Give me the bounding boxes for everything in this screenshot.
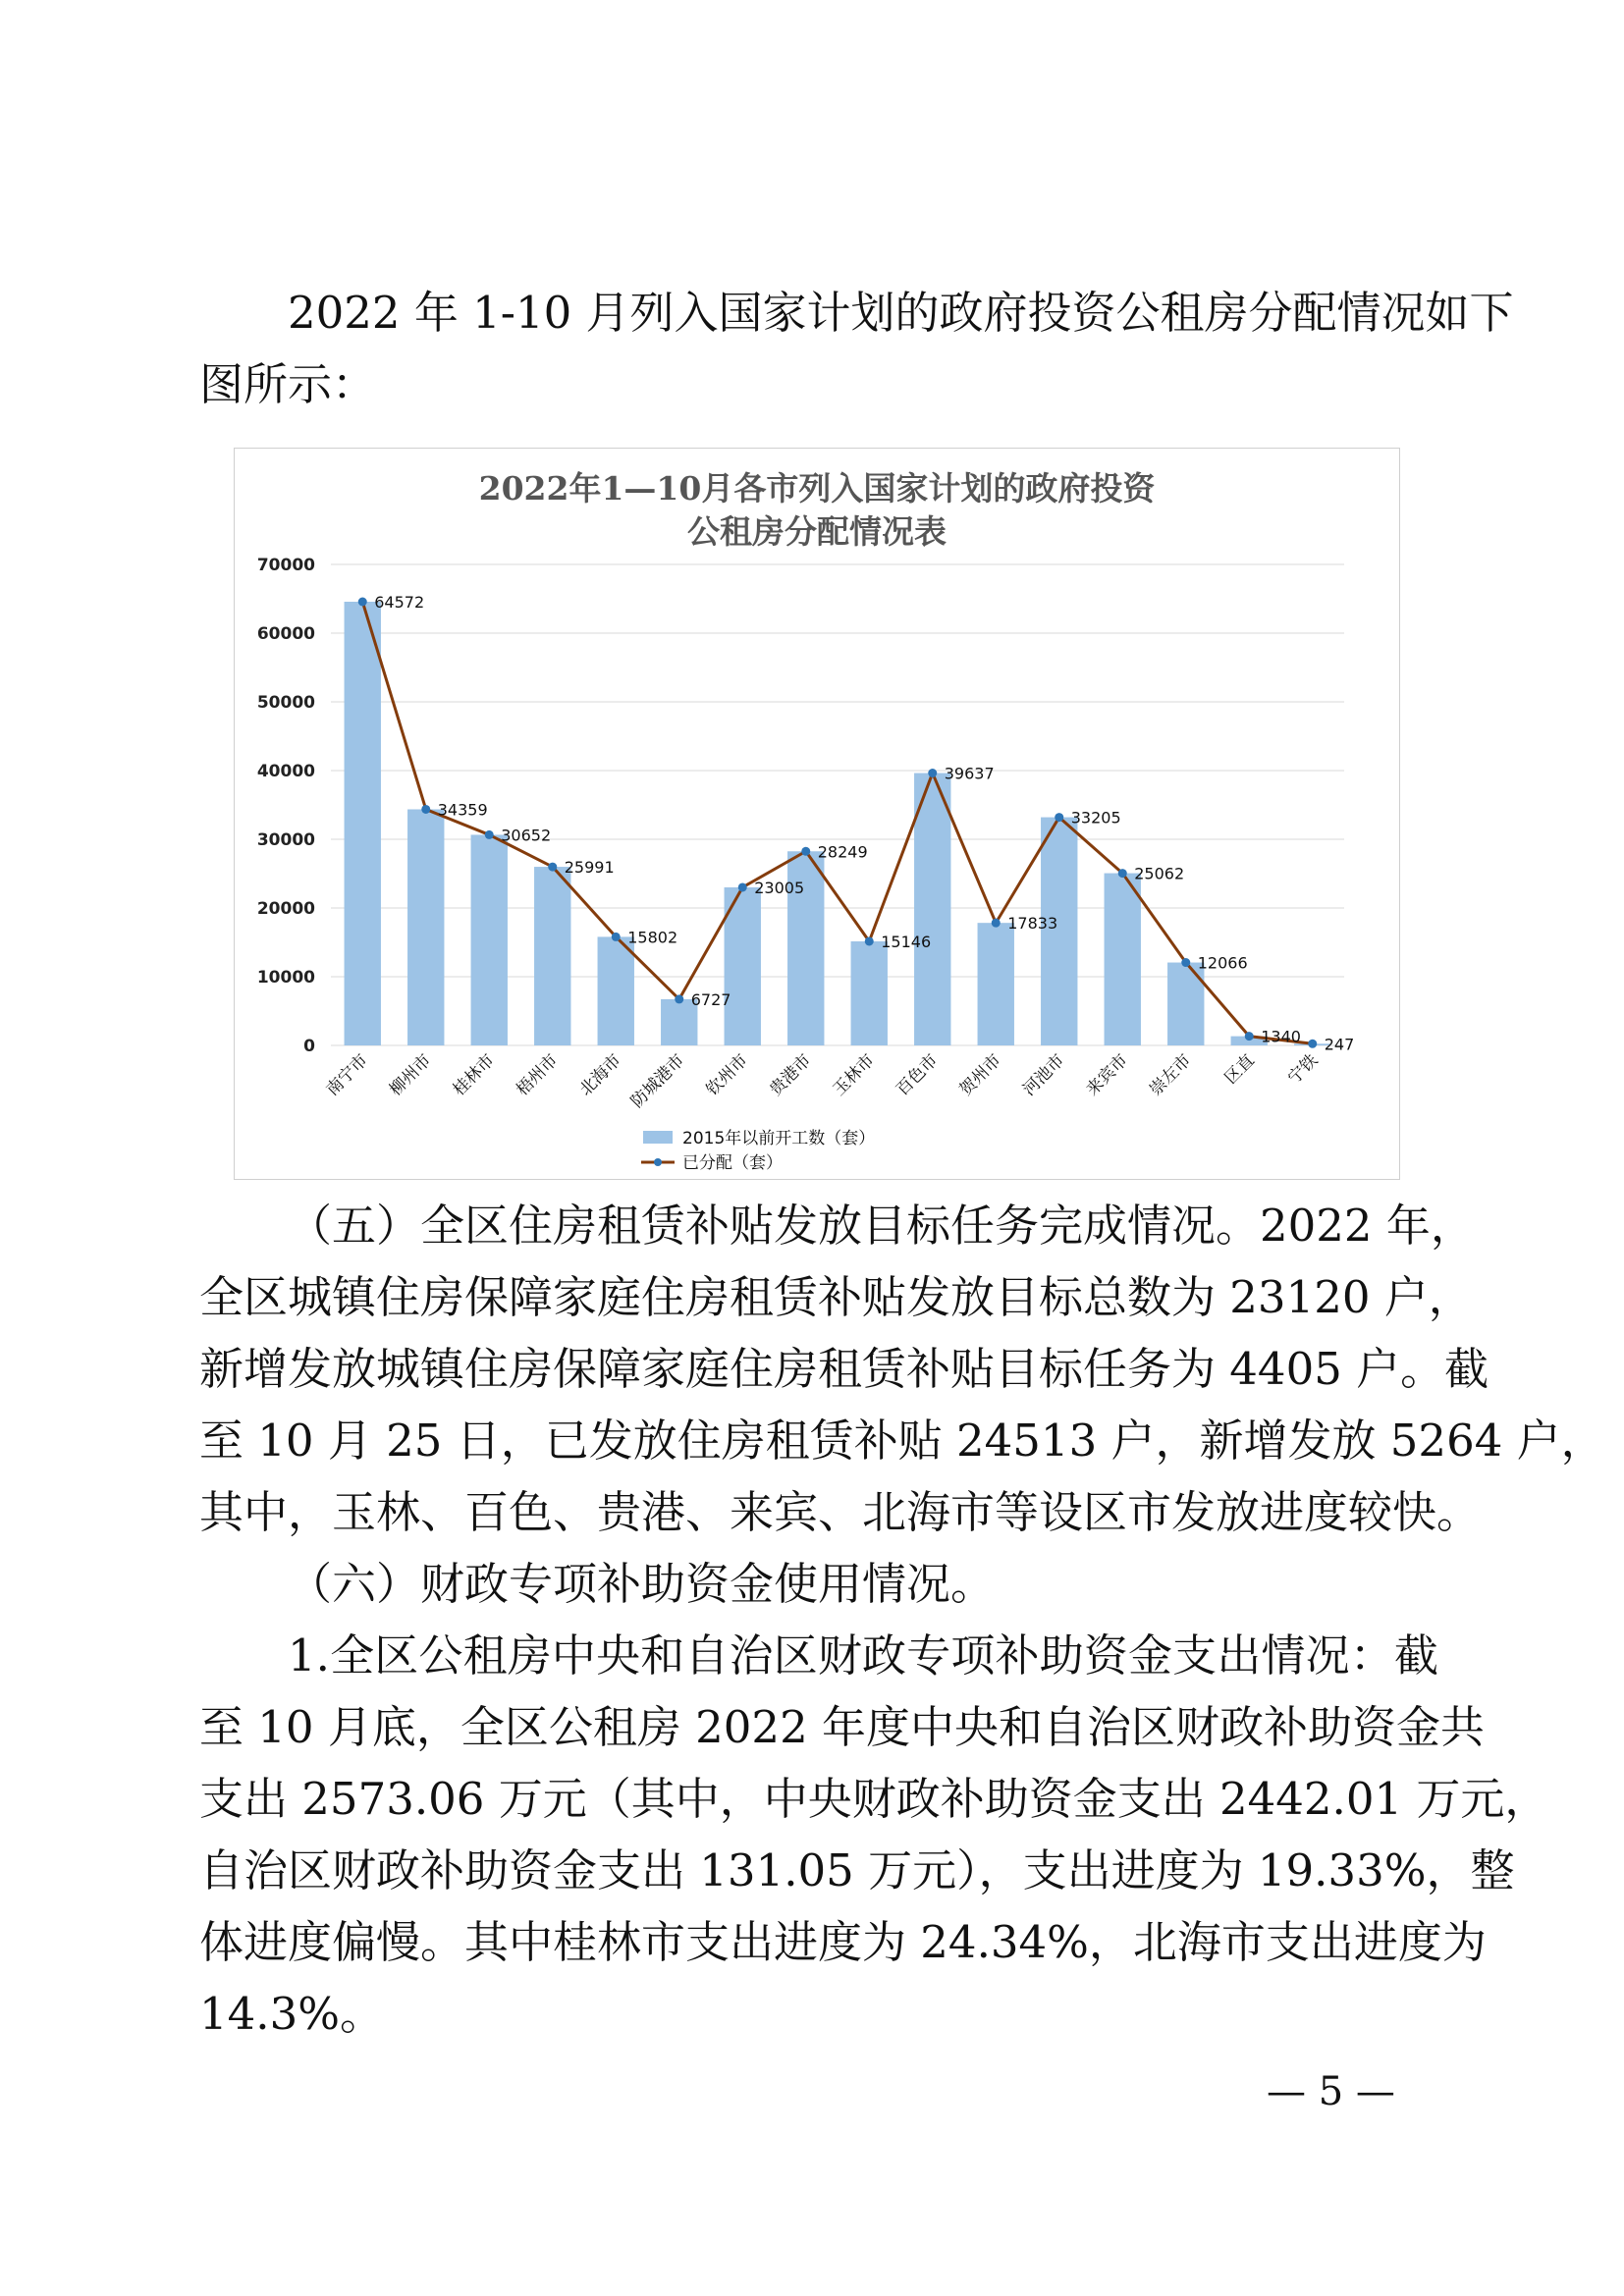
data-label: 34359 [437, 800, 488, 820]
x-tick-label: 防城港市 [627, 1050, 689, 1112]
x-tick-label: 河池市 [1019, 1050, 1069, 1100]
data-label: 39637 [944, 764, 995, 783]
line-marker [1181, 958, 1190, 967]
chart-x-axis [323, 1050, 1323, 1112]
data-label: 30652 [501, 826, 552, 845]
x-tick-label: 区直 [1220, 1050, 1259, 1089]
x-tick-label: 北海市 [575, 1050, 625, 1100]
legend-bar-swatch [643, 1131, 673, 1144]
bar [598, 936, 634, 1045]
bar [407, 809, 444, 1045]
data-label: 15802 [627, 928, 678, 947]
line-marker [421, 805, 430, 814]
intro-line-2: 图所示： [199, 358, 377, 410]
line-marker [612, 933, 621, 941]
x-tick-label: 贺州市 [955, 1050, 1005, 1100]
data-label: 247 [1324, 1035, 1355, 1054]
line-marker [1055, 813, 1063, 822]
bar [534, 867, 570, 1045]
data-label: 25062 [1134, 864, 1185, 883]
x-tick-label: 贵港市 [766, 1050, 816, 1100]
section-6-line: 自治区财政补助资金支出 131.05 万元），支出进度为 19.33%，整 [199, 1844, 1515, 1896]
y-tick-label: 40000 [256, 762, 315, 781]
data-label: 17833 [1007, 914, 1058, 934]
section-5-line: 全区城镇住房保障家庭住房租赁补贴发放目标总数为 23120 户， [199, 1271, 1473, 1323]
chart-legend [641, 1128, 875, 1173]
bar [914, 774, 950, 1045]
line-marker [801, 847, 810, 856]
y-tick-label: 0 [303, 1037, 315, 1056]
bar [1167, 963, 1204, 1045]
section-6-line: 至 10 月底，全区公租房 2022 年度中央和自治区财政补助资金共 [199, 1701, 1486, 1753]
legend-line-marker [654, 1158, 662, 1166]
line-marker [928, 769, 937, 777]
section-6-line: 体进度偏慢。其中桂林市支出进度为 24.34%，北海市支出进度为 [199, 1916, 1487, 1968]
data-label: 25991 [564, 858, 615, 878]
section-6-paragraph [199, 1548, 1549, 2050]
data-label: 1340 [1261, 1027, 1301, 1046]
data-label: 15146 [881, 932, 932, 951]
line-marker [865, 936, 874, 945]
y-tick-label: 10000 [256, 968, 315, 988]
section-6-line: 14.3%。 [199, 1988, 384, 2040]
bar [978, 923, 1014, 1045]
data-label: 6727 [690, 989, 731, 1009]
data-label: 23005 [754, 878, 805, 897]
intro-paragraph [199, 277, 1514, 420]
section-5-line: （五）全区住房租赁补贴发放目标任务完成情况。2022 年， [288, 1200, 1475, 1252]
legend-bar-label: 2015年以前开工数（套） [682, 1129, 876, 1148]
section-6-line: 支出 2573.06 万元（其中，中央财政补助资金支出 2442.01 万元， [199, 1773, 1549, 1825]
data-label: 64572 [374, 592, 425, 612]
x-tick-label: 百色市 [893, 1050, 943, 1100]
bar [471, 834, 508, 1045]
x-tick-label: 钦州市 [702, 1050, 752, 1100]
line-marker [548, 863, 557, 872]
line-marker [358, 597, 367, 606]
data-label: 28249 [817, 842, 868, 862]
legend-line-label: 已分配（套） [682, 1153, 783, 1173]
section-6-heading: （六）财政专项补助资金使用情况。 [288, 1558, 996, 1610]
section-5-line: 其中，玉林、百色、贵港、来宾、北海市等设区市发放进度较快。 [199, 1486, 1482, 1538]
section-6-line: 1.全区公租房中央和自治区财政专项补助资金支出情况：截 [288, 1629, 1438, 1682]
chart-y-axis [257, 556, 315, 1056]
x-tick-label: 玉林市 [829, 1050, 879, 1100]
line-marker [675, 994, 683, 1003]
line-marker [485, 830, 494, 839]
y-tick-label: 60000 [256, 624, 315, 644]
line-marker [1118, 869, 1127, 878]
section-5-paragraph [199, 1190, 1605, 1548]
page-number: — 5 — [1267, 2069, 1395, 2114]
chart-title-line-2: 公租房分配情况表 [687, 512, 947, 551]
chart-frame [234, 448, 1400, 1180]
line-marker [1308, 1040, 1317, 1048]
y-tick-label: 30000 [256, 830, 315, 850]
x-tick-label: 梧州市 [513, 1050, 563, 1100]
bar [1105, 874, 1141, 1045]
x-tick-label: 来宾市 [1082, 1050, 1132, 1100]
line-marker [738, 882, 747, 891]
chart-bars [345, 602, 1331, 1045]
x-tick-label: 崇左市 [1146, 1050, 1196, 1100]
intro-line-1: 2022 年 1-10 月列入国家计划的政府投资公租房分配情况如下 [288, 287, 1514, 339]
bar [345, 602, 381, 1045]
section-5-line: 新增发放城镇住房保障家庭住房租赁补贴目标任务为 4405 户。截 [199, 1343, 1489, 1395]
x-tick-label: 柳州市 [386, 1050, 436, 1100]
allocation-chart [235, 449, 1399, 1179]
data-label: 33205 [1070, 808, 1121, 828]
bar [851, 941, 888, 1045]
x-tick-label: 宁铁 [1284, 1050, 1323, 1089]
x-tick-label: 南宁市 [322, 1050, 372, 1100]
x-tick-label: 桂林市 [449, 1050, 499, 1100]
line-marker [992, 919, 1001, 928]
line-marker [1245, 1032, 1254, 1041]
y-tick-label: 20000 [256, 899, 315, 919]
y-tick-label: 70000 [256, 556, 315, 575]
data-label: 12066 [1197, 953, 1248, 973]
chart-title-line-1: 2022年1—10月各市列入国家计划的政府投资 [478, 469, 1156, 507]
y-tick-label: 50000 [256, 693, 315, 713]
section-5-line: 至 10 月 25 日，已发放住房租赁补贴 24513 户，新增发放 5264 户， [199, 1415, 1605, 1467]
